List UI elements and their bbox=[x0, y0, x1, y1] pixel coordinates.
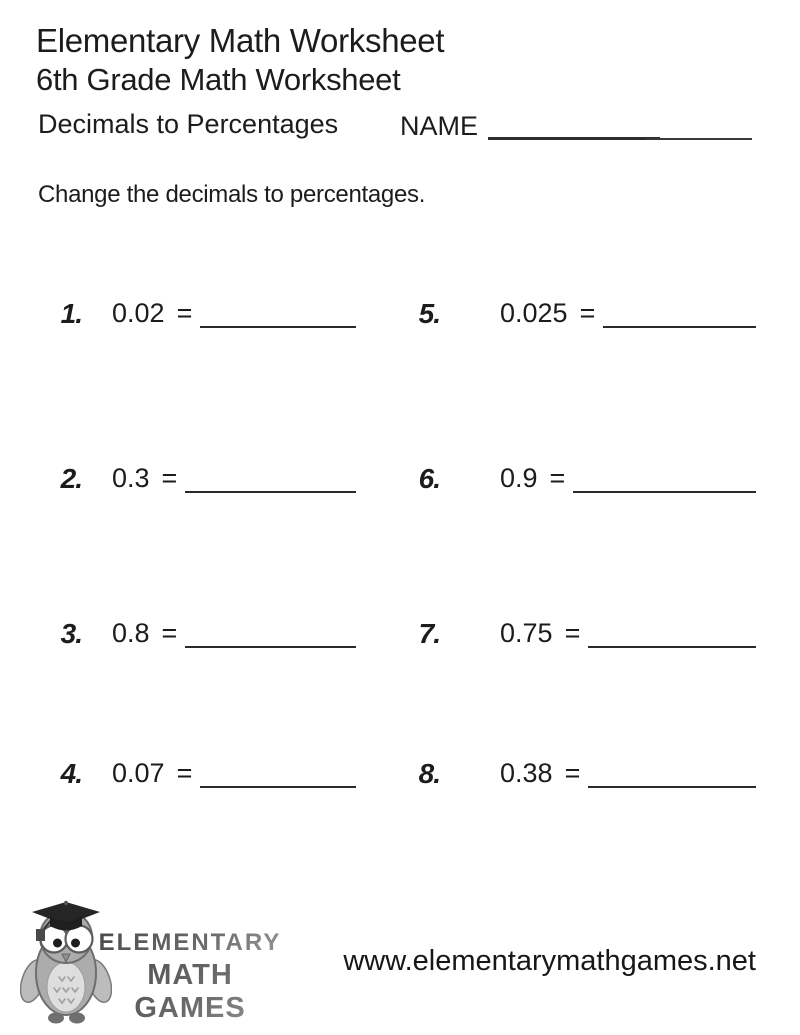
equals-sign: = bbox=[161, 463, 178, 493]
problem-value: 0.38 bbox=[500, 758, 553, 788]
answer-blank bbox=[573, 491, 756, 493]
website-url: www.elementarymathgames.net bbox=[343, 945, 756, 977]
answer-blank bbox=[588, 646, 756, 648]
equals-sign: = bbox=[176, 758, 193, 788]
problem-6 bbox=[402, 456, 756, 494]
problem-7 bbox=[402, 611, 756, 649]
worksheet-topic: Decimals to Percentages bbox=[38, 109, 339, 139]
answer-blank bbox=[200, 326, 356, 328]
equals-sign: = bbox=[579, 298, 596, 328]
name-field bbox=[400, 106, 752, 142]
name-blank-line bbox=[488, 137, 660, 140]
problem-row-2 bbox=[0, 456, 800, 494]
logo-line-math-games: MATH GAMES bbox=[88, 959, 292, 1025]
answer-blank bbox=[588, 786, 756, 788]
problem-value: 0.8 bbox=[112, 618, 150, 648]
problem-number: 3. bbox=[60, 618, 82, 649]
instruction-text: Change the decimals to percentages. bbox=[38, 181, 426, 208]
equals-sign: = bbox=[564, 758, 581, 788]
problem-number: 6. bbox=[418, 463, 440, 494]
problem-value: 0.025 bbox=[500, 298, 568, 328]
problem-1 bbox=[44, 291, 356, 329]
equals-sign: = bbox=[549, 463, 566, 493]
problem-row-4 bbox=[0, 751, 800, 789]
problem-number: 4. bbox=[60, 758, 82, 789]
logo-text bbox=[88, 929, 292, 1025]
problem-4 bbox=[44, 751, 356, 789]
problem-2 bbox=[44, 456, 356, 494]
answer-blank bbox=[185, 491, 356, 493]
problem-value: 0.02 bbox=[112, 298, 165, 328]
equals-sign: = bbox=[176, 298, 193, 328]
problem-row-3 bbox=[0, 611, 800, 649]
worksheet-title: Elementary Math Worksheet bbox=[36, 22, 445, 59]
problem-number: 7. bbox=[418, 618, 440, 649]
name-label: NAME bbox=[400, 111, 479, 141]
problem-value: 0.75 bbox=[500, 618, 553, 648]
problem-number: 2. bbox=[60, 463, 82, 494]
equals-sign: = bbox=[161, 618, 178, 648]
problem-value: 0.9 bbox=[500, 463, 538, 493]
answer-blank bbox=[603, 326, 756, 328]
problem-5 bbox=[402, 291, 756, 329]
problem-value: 0.3 bbox=[112, 463, 150, 493]
name-blank-line-extension bbox=[646, 138, 752, 140]
problem-number: 1. bbox=[60, 298, 82, 329]
problem-number: 8. bbox=[418, 758, 440, 789]
problem-8 bbox=[402, 751, 756, 789]
worksheet-grade-title: 6th Grade Math Worksheet bbox=[36, 62, 401, 97]
equals-sign: = bbox=[564, 618, 581, 648]
problem-number: 5. bbox=[418, 298, 440, 329]
logo-line-elementary: ELEMENTARY bbox=[88, 929, 292, 957]
answer-blank bbox=[185, 646, 356, 648]
problem-row-1 bbox=[0, 291, 800, 329]
answer-blank bbox=[200, 786, 356, 788]
problem-value: 0.07 bbox=[112, 758, 165, 788]
problem-3 bbox=[44, 611, 356, 649]
